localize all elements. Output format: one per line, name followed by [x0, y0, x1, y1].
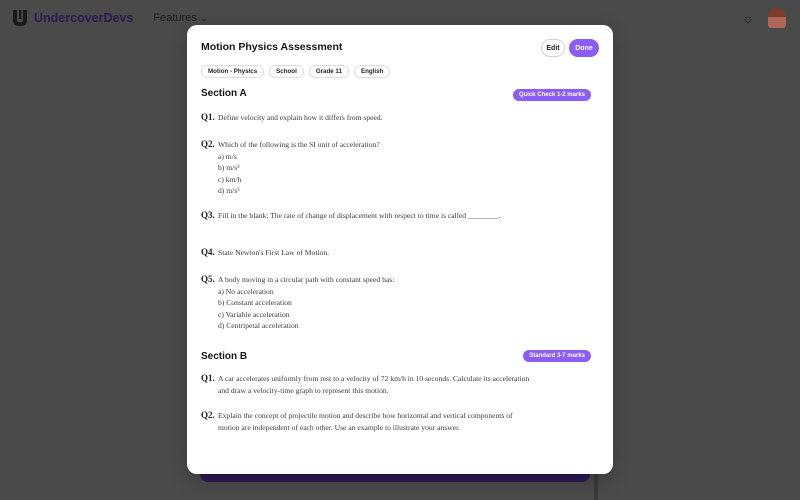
modal-title: Motion Physics Assessment: [201, 41, 343, 53]
question-number: Q1.: [201, 112, 215, 122]
question-number: Q3.: [201, 210, 215, 220]
section-b-title: Section B: [201, 351, 248, 362]
question-a3: [201, 210, 531, 222]
tag-grade: Grade 11: [309, 65, 349, 78]
brand-logo-icon: [12, 9, 28, 27]
question-a5: [201, 274, 531, 332]
edit-button[interactable]: Edit: [541, 39, 565, 57]
modal-header: [201, 39, 599, 59]
question-number: Q2.: [201, 410, 215, 420]
question-a4: [201, 247, 531, 259]
nav-features-menu[interactable]: [153, 12, 207, 24]
tag-topic: Motion - Physics: [201, 65, 264, 78]
section-a-title: Section A: [201, 88, 247, 99]
option: b) m/s²: [218, 163, 240, 172]
question-text: Which of the following is the SI unit of acceleration?: [218, 140, 380, 149]
option: a) m/s: [218, 151, 237, 161]
option: a) No acceleration: [218, 286, 274, 296]
option: c) Variable acceleration: [218, 309, 290, 319]
question-number: Q5.: [201, 274, 215, 284]
question-a1: [201, 112, 531, 124]
question-number: Q4.: [201, 247, 215, 257]
nav-features-label: Features: [153, 12, 197, 24]
scroll-fade: [187, 452, 613, 474]
scrollbar[interactable]: [594, 470, 598, 500]
option: d) Centripetal acceleration: [218, 321, 299, 330]
brand-logo[interactable]: [12, 9, 133, 27]
assessment-modal: [187, 25, 613, 474]
section-a-badge: Quick Check 1-2 marks: [513, 89, 591, 101]
brand-name: UndercoverDevs: [34, 11, 134, 25]
tag-list: [201, 65, 390, 78]
question-text: A car accelerates uniformly from rest to a velocity of 72 km/h in 10 seconds. Calculate its acceleration and draw a velocity-time graph to represent this motion.: [218, 374, 530, 395]
option: b) Constant acceleration: [218, 298, 292, 307]
done-button[interactable]: Done: [569, 39, 599, 57]
section-b-badge: Standard 3-7 marks: [523, 350, 591, 362]
question-text: Fill in the blank: The rate of change of displacement with respect to time is called ________.: [218, 211, 501, 220]
question-text: Explain the concept of projectile motion and describe how horizontal and vertical components of motion are independent of each other. Use an example to illustrate your answer.: [218, 411, 513, 432]
tag-language: English: [354, 65, 390, 78]
question-b1: [201, 373, 531, 396]
question-a2: [201, 139, 531, 197]
option: d) m/s³: [218, 186, 240, 195]
question-text: State Newton's First Law of Motion.: [218, 248, 330, 257]
chevron-down-icon: ⌄: [200, 13, 208, 23]
sun-icon[interactable]: ☼: [741, 10, 755, 26]
question-number: Q1.: [201, 373, 215, 383]
question-text: Define velocity and explain how it differs from speed.: [218, 113, 383, 122]
option: c) km/h: [218, 174, 242, 184]
question-text: A body moving in a circular path with constant speed has:: [218, 275, 395, 284]
question-b2: [201, 410, 531, 433]
tag-level: School: [269, 65, 304, 78]
avatar[interactable]: [768, 8, 786, 28]
question-number: Q2.: [201, 139, 215, 149]
